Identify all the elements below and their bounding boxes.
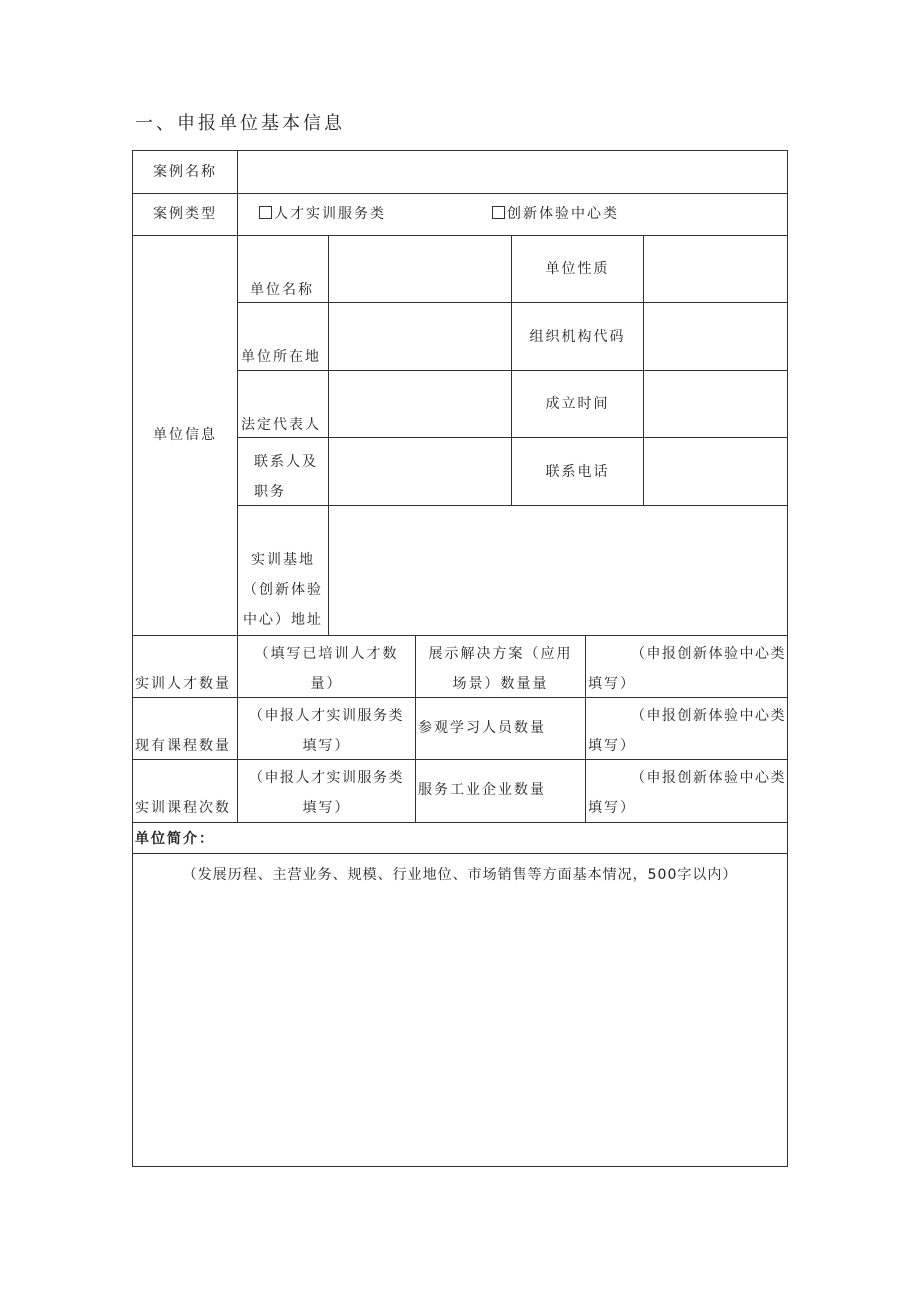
- phone-field[interactable]: [644, 438, 787, 505]
- unit-info-label: 单位信息: [153, 427, 217, 443]
- org-code-label: 组织机构代码: [529, 328, 626, 345]
- case-type-option-talent[interactable]: [259, 199, 439, 229]
- case-type-option-label: 创新体验中心类: [507, 206, 619, 222]
- row-divider: [133, 635, 787, 636]
- contact-label: [238, 447, 328, 507]
- sessions-label: 实训课程次数: [135, 800, 231, 816]
- case-name-label: 案例名称: [153, 164, 217, 180]
- checkbox-icon[interactable]: [259, 206, 272, 219]
- solutions-label-line: 场景）数量量: [452, 676, 549, 692]
- center-hint-line: 填写）: [588, 800, 636, 816]
- contact-label-line: 职务: [254, 484, 286, 500]
- unit-name-field[interactable]: [329, 236, 511, 302]
- founded-label: 成立时间: [545, 396, 610, 412]
- org-code-field[interactable]: [644, 303, 787, 370]
- case-type-label: 案例类型: [153, 206, 217, 222]
- talent-hint-line: 填写）: [302, 738, 351, 754]
- solutions-label: [416, 639, 585, 697]
- base-address-label-line: （创新体验: [243, 582, 323, 598]
- unit-nature-field[interactable]: [644, 236, 787, 302]
- unit-address-field[interactable]: [329, 303, 511, 370]
- trained-hint-line: 量）: [310, 676, 343, 692]
- enterprises-hint[interactable]: [586, 763, 787, 821]
- base-address-label-line: 中心）地址: [243, 612, 323, 628]
- center-hint-line: （申报创新体验中心类: [631, 646, 786, 662]
- unit-name-label: 单位名称: [250, 282, 314, 298]
- talent-hint-line: （申报人才实训服务类: [249, 770, 404, 786]
- solutions-label-line: 展示解决方案（应用: [428, 646, 573, 662]
- checkbox-icon[interactable]: [492, 206, 505, 219]
- unit-nature-label: 单位性质: [545, 261, 610, 277]
- case-type-option-label: 人才实训服务类: [274, 206, 386, 222]
- courses-hint[interactable]: [238, 701, 415, 759]
- legal-rep-label: 法定代表人: [241, 417, 321, 433]
- talent-hint-line: （申报人才实训服务类: [249, 708, 404, 724]
- base-address-label-line: 实训基地: [251, 552, 315, 568]
- center-hint-line: 填写）: [588, 676, 636, 692]
- profile-hint: （发展历程、主营业务、规模、行业地位、市场销售等方面基本情况，500字以内）: [182, 867, 738, 883]
- center-hint-line: （申报创新体验中心类: [631, 708, 786, 724]
- solutions-hint[interactable]: [586, 639, 787, 697]
- courses-label: 现有课程数量: [135, 738, 231, 754]
- info-table: [132, 150, 788, 1167]
- trained-hint[interactable]: [238, 639, 415, 697]
- visitors-hint[interactable]: [586, 701, 787, 759]
- talent-hint-line: 填写）: [302, 800, 351, 816]
- base-address-field[interactable]: [329, 506, 787, 635]
- profile-field[interactable]: [133, 854, 787, 1166]
- sessions-hint[interactable]: [238, 763, 415, 821]
- contact-label-line: 联系人及: [254, 454, 318, 470]
- contact-field[interactable]: [329, 438, 511, 505]
- unit-address-label: 单位所在地: [241, 349, 321, 365]
- visitors-label: 参观学习人员数量: [418, 720, 546, 736]
- trained-label: 实训人才数量: [135, 676, 231, 692]
- founded-field[interactable]: [644, 371, 787, 437]
- enterprises-label: 服务工业企业数量: [418, 782, 546, 798]
- center-hint-line: （申报创新体验中心类: [631, 770, 786, 786]
- section-heading: 一、申报单位基本信息: [135, 113, 345, 134]
- center-hint-line: 填写）: [588, 738, 636, 754]
- profile-label: 单位简介：: [135, 831, 215, 847]
- phone-label: 联系电话: [545, 463, 610, 480]
- case-name-field[interactable]: [238, 151, 787, 193]
- base-address-label: [238, 545, 328, 635]
- trained-hint-line: （填写已培训人才数: [254, 646, 399, 662]
- case-type-option-center[interactable]: [492, 199, 672, 229]
- legal-rep-field[interactable]: [329, 371, 511, 437]
